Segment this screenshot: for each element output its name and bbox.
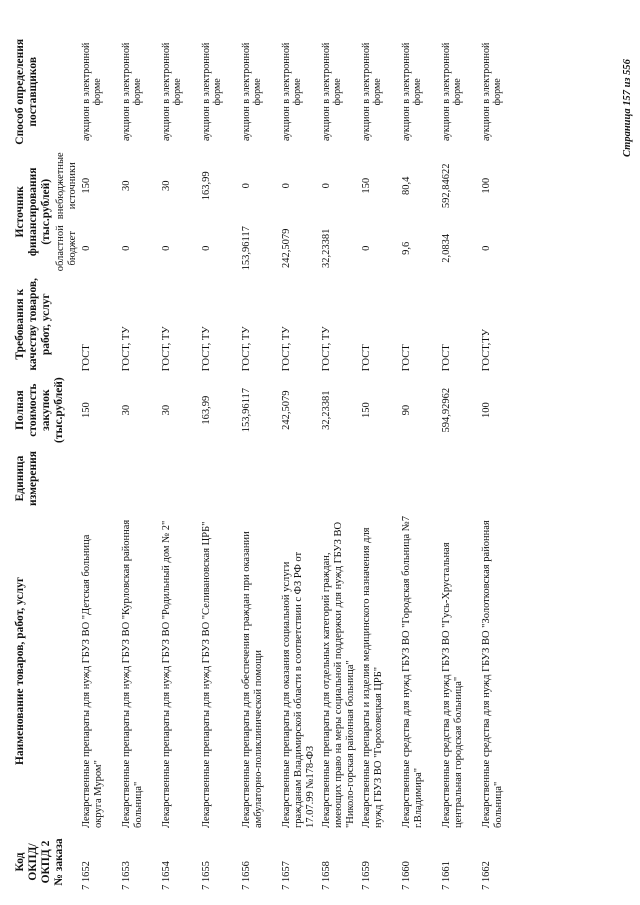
table-row [81, 34, 121, 893]
cell-name: Лекарственные препараты для обеспечения граждан при оказании амбулаторно-поликлинической помощи [241, 531, 264, 828]
header-cost: Полная стоимость закупок (тыс.рублей) [14, 377, 65, 443]
cell-funding-regional: 0 [81, 245, 92, 251]
cell-code: 7 1660 [401, 861, 412, 890]
cell-funding-regional: 0 [121, 245, 132, 251]
cell-code: 7 1658 [321, 861, 332, 890]
cell-name: Лекарственные препараты для нужд ГБУЗ ВО "Курловская районная больница" [121, 519, 144, 828]
cell-code: 7 1655 [201, 861, 212, 890]
cell-unit [161, 446, 201, 511]
cell-unit [361, 446, 401, 511]
cell-cost: 90 [401, 404, 412, 416]
cell-unit [481, 446, 521, 511]
cell-requirements: ГОСТ [401, 344, 412, 372]
cell-funding-external: 30 [161, 180, 172, 192]
cell-unit [401, 446, 441, 511]
cell-funding-regional: 32,23381 [321, 228, 332, 268]
cell-requirements: ГОСТ, ТУ [321, 326, 332, 372]
cell-unit [441, 446, 481, 511]
cell-cost: 163,99 [201, 395, 212, 425]
cell-cost: 32,23381 [321, 390, 332, 430]
cell-funding-regional: 2,0834 [441, 233, 452, 263]
header-method: Способ определения поставщиков [14, 38, 39, 145]
cell-unit [281, 446, 321, 511]
cell-funding-regional: 242,5079 [281, 228, 292, 268]
table-row [441, 34, 481, 893]
header-funding: Источник финансирования (тыс.рублей) [14, 167, 52, 257]
header-name: Наименование товаров, работ, услуг [14, 576, 26, 766]
cell-method: аукцион в электронной форме [161, 42, 183, 142]
cell-cost: 150 [361, 402, 372, 418]
procurement-table [12, 34, 521, 893]
table-row [161, 34, 201, 893]
cell-name: Лекарственные препараты для нужд ГБУЗ ВО "Селивановская ЦРБ" [201, 521, 212, 828]
cell-requirements: ГОСТ, ТУ [281, 326, 292, 372]
cell-name: Лекарственные препараты для оказания социальной услуги гражданам Владимирской области в соответствии с ФЗ РФ от 17.07.99 №178-ФЗ [281, 551, 316, 828]
cell-cost: 594,92962 [441, 387, 452, 433]
table-row [401, 34, 441, 893]
cell-funding-external: 30 [121, 180, 132, 192]
cell-name: Лекарственные препараты для нужд ГБУЗ ВО "Родильный дом № 2" [161, 520, 172, 828]
cell-method: аукцион в электронной форме [201, 42, 223, 142]
table-body [81, 34, 521, 893]
cell-funding-external: 0 [281, 183, 292, 189]
cell-funding-external: 592,84622 [441, 163, 452, 209]
cell-funding-external: 150 [81, 177, 92, 194]
cell-funding-external: 163,99 [201, 171, 212, 201]
cell-funding-regional: 153,96117 [241, 226, 252, 271]
cell-requirements: ГОСТ, ТУ [161, 326, 172, 372]
cell-name: Лекарственные средства для нужд ГБУЗ ВО "Гусь-Хрустальная центральная городская больница" [441, 542, 464, 828]
cell-code: 7 1653 [121, 861, 132, 890]
cell-funding-regional: 0 [161, 245, 172, 251]
cell-funding-regional: 0 [201, 245, 212, 251]
cell-code: 7 1661 [441, 861, 452, 890]
table-row [361, 34, 401, 893]
cell-method: аукцион в электронной форме [81, 42, 103, 142]
cell-method: аукцион в электронной форме [281, 42, 303, 142]
cell-funding-external: 150 [361, 177, 372, 194]
table-header [12, 34, 81, 893]
cell-cost: 153,96117 [241, 388, 252, 433]
cell-cost: 30 [121, 404, 132, 416]
cell-code: 7 1656 [241, 861, 252, 890]
cell-cost: 242,5079 [281, 390, 292, 430]
cell-funding-regional: 0 [361, 245, 372, 251]
cell-method: аукцион в электронной форме [401, 42, 423, 142]
cell-method: аукцион в электронной форме [361, 42, 383, 142]
cell-unit [201, 446, 241, 511]
cell-requirements: ГОСТ,ТУ [481, 328, 492, 372]
cell-requirements: ГОСТ, ТУ [121, 326, 132, 372]
cell-requirements: ГОСТ, ТУ [241, 326, 252, 372]
cell-funding-external: 80,4 [401, 176, 412, 195]
table-row [481, 34, 521, 893]
cell-unit [121, 446, 161, 511]
cell-funding-regional: 9,6 [401, 241, 412, 255]
cell-code: 7 1654 [161, 861, 172, 890]
cell-method: аукцион в электронной форме [441, 42, 463, 142]
cell-code: 7 1652 [81, 861, 92, 890]
cell-name: Лекарственные средства для нужд ГБУЗ ВО "Городская больница №7 г.Владимира" [401, 515, 424, 828]
header-funding-external: внебюджетные источники [55, 152, 78, 220]
table-row [281, 34, 321, 893]
header-unit: Единица измерения [14, 451, 39, 506]
cell-requirements: ГОСТ, ТУ [201, 326, 212, 372]
cell-code: 7 1659 [361, 861, 372, 890]
page-number: Страница 157 из 556 [622, 59, 633, 157]
cell-method: аукцион в электронной форме [481, 42, 503, 142]
cell-funding-external: 0 [321, 183, 332, 189]
cell-method: аукцион в электронной форме [241, 42, 263, 142]
header-code: Код ОКПД/ ОКПД 2 № заказа [14, 838, 65, 886]
cell-name: Лекарственные препараты для отдельных категорий граждан, имеющих право на меры социальной поддержки для нужд ГБУЗ ВО "Николо-горская районная больница" [321, 521, 356, 828]
header-funding-regional: областной бюджет [55, 225, 78, 272]
cell-unit [321, 446, 361, 511]
cell-unit [241, 446, 281, 511]
table-row [241, 34, 281, 893]
table-row [321, 34, 361, 893]
cell-unit [81, 446, 121, 511]
cell-name: Лекарственные средства для нужд ГБУЗ ВО "Золотковская районная больница" [481, 520, 504, 828]
table-row [121, 34, 161, 893]
cell-funding-regional: 0 [481, 245, 492, 251]
cell-requirements: ГОСТ [361, 344, 372, 372]
cell-cost: 30 [161, 404, 172, 416]
cell-name: Лекарственные препараты и изделия медицинского назначения для нужд ГБУЗ ВО "Гороховецкая ЦРБ" [361, 527, 384, 828]
cell-funding-external: 100 [481, 177, 492, 194]
cell-cost: 150 [81, 402, 92, 418]
cell-code: 7 1662 [481, 861, 492, 890]
cell-requirements: ГОСТ [81, 344, 92, 372]
table-row [201, 34, 241, 893]
cell-name: Лекарственные препараты для нужд ГБУЗ ВО "Детская больница округа Муром" [81, 534, 104, 828]
cell-method: аукцион в электронной форме [121, 42, 143, 142]
cell-cost: 100 [481, 402, 492, 418]
cell-funding-external: 0 [241, 183, 252, 189]
cell-method: аукцион в электронной форме [321, 42, 343, 142]
cell-code: 7 1657 [281, 861, 292, 890]
cell-requirements: ГОСТ [441, 344, 452, 372]
header-requirements: Требования к качеству товаров, работ, услуг [14, 277, 52, 371]
